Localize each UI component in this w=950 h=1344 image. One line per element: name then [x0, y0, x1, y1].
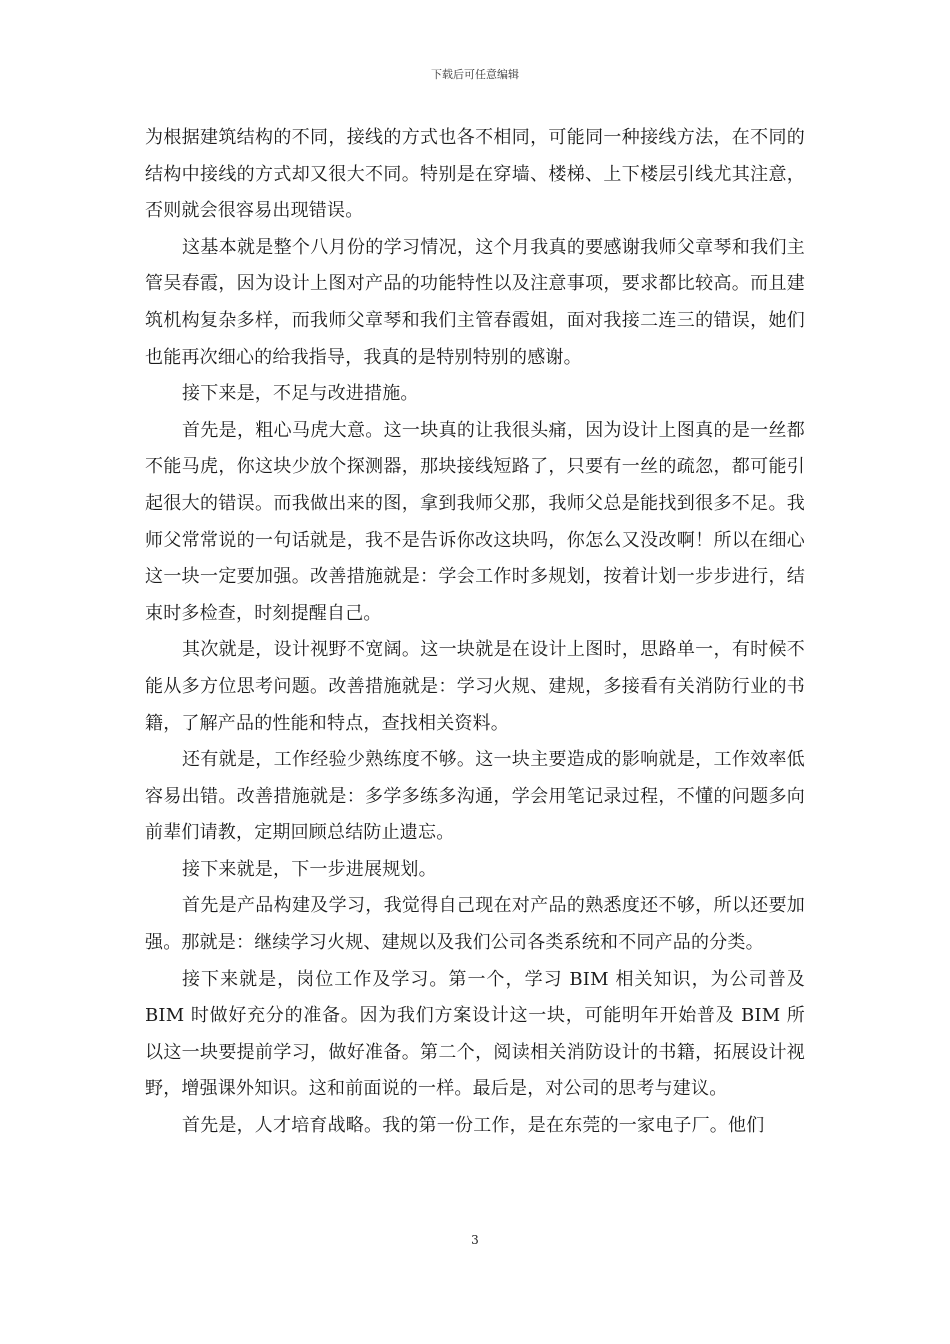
paragraph: 还有就是，工作经验少熟练度不够。这一块主要造成的影响就是，工作效率低容易出错。改善措施就是：多学多练多沟通，学会用笔记录过程，不懂的问题多向前辈们请教，定期回顾总结防止遗忘。 [145, 749, 805, 844]
paragraph: 其次就是，设计视野不宽阔。这一块就是在设计上图时，思路单一，有时候不能从多方位思考问题。改善措施就是：学习火规、建规，多接看有关消防行业的书籍，了解产品的性能和特点，查找相关资料。 [145, 639, 805, 734]
paragraph: 首先是，粗心马虎大意。这一块真的让我很头痛，因为设计上图真的是一丝都不能马虎，你这块少放个探测器，那块接线短路了，只要有一丝的疏忽，都可能引起很大的错误。而我做出来的图，拿到我师父那，我师父总是能找到很多不足。我师父常常说的一句话就是，我不是告诉你改这块吗，你怎么又没改啊！所以在细心这一块一定要加强。改善措施就是：学会工作时多规划，按着计划一步步进行，结束时多检查，时刻提醒自己。 [145, 419, 805, 624]
document-body [145, 120, 805, 1145]
paragraph: 这基本就是整个八月份的学习情况，这个月我真的要感谢我师父章琴和我们主管吴春霞，因为设计上图对产品的功能特性以及注意事项，要求都比较高。而且建筑机构复杂多样，而我师父章琴和我们主管春霞姐，面对我接二连三的错误，她们也能再次细心的给我指导，我真的是特别特别的感谢。 [145, 236, 805, 368]
paragraph: 首先是，人才培育战略。我的第一份工作，是在东莞的一家电子厂。他们 [182, 1115, 765, 1137]
page-number: 3 [471, 1233, 479, 1247]
paragraph: 接下来就是，岗位工作及学习。第一个，学习 BIM 相关知识，为公司普及BIM 时做好充分的准备。因为我们方案设计这一块，可能明年开始普及 BIM 所以这一块要提前学习，做好准备。第二个，阅读相关消防设计的书籍，拓展设计视野，增强课外知识。这和前面说的一样。最后是，对公司的思考与建议。 [145, 968, 805, 1100]
page-header: 下载后可任意编辑 [431, 68, 519, 81]
paragraph: 接下来就是，下一步进展规划。 [182, 858, 437, 880]
paragraph: 首先是产品构建及学习，我觉得自己现在对产品的熟悉度还不够，所以还要加强。那就是：继续学习火规、建规以及我们公司各类系统和不同产品的分类。 [145, 895, 805, 954]
paragraph: 接下来是，不足与改进措施。 [182, 383, 419, 405]
paragraph: 为根据建筑结构的不同，接线的方式也各不相同，可能同一种接线方法，在不同的结构中接线的方式却又很大不同。特别是在穿墙、楼梯、上下楼层引线尤其注意，否则就会很容易出现错误。 [145, 127, 805, 222]
